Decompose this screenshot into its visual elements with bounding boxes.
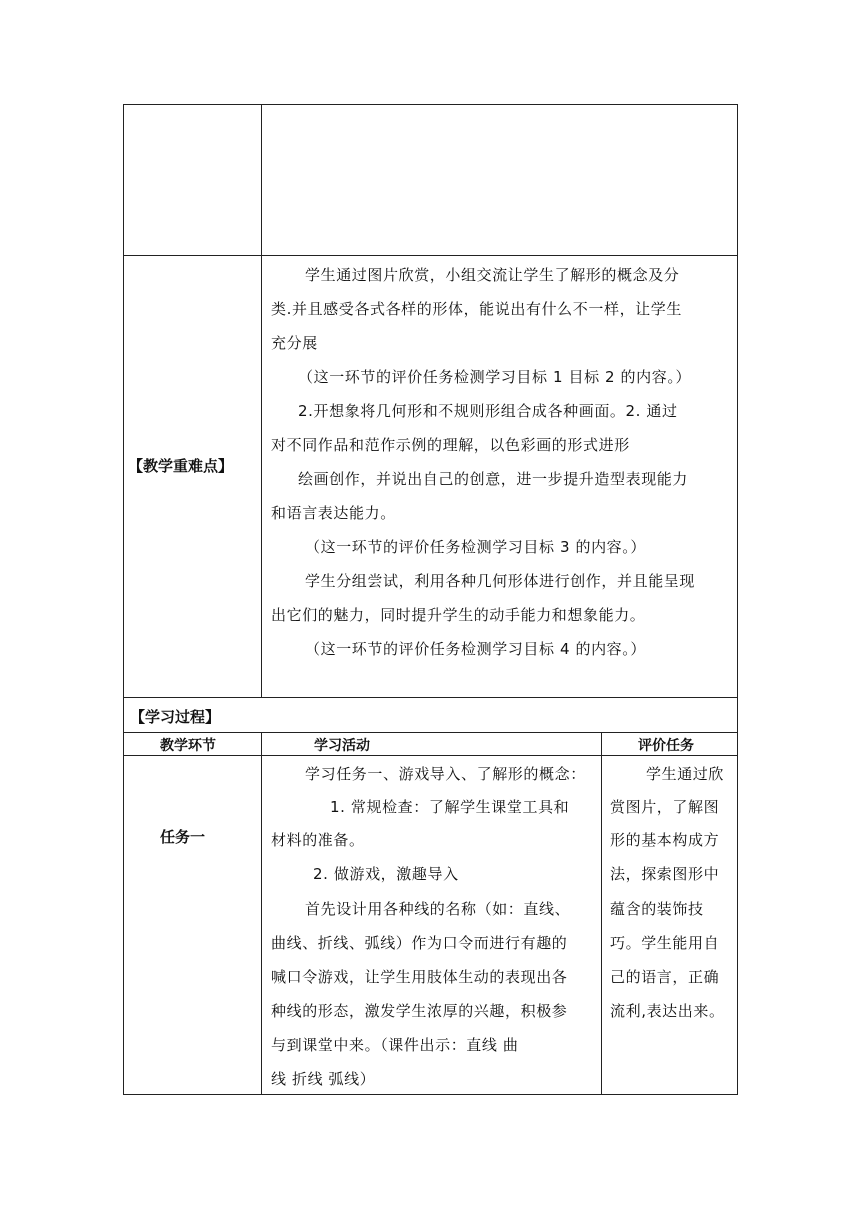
- activity-line: 1. 常规检查：了解学生课堂工具和: [330, 798, 570, 816]
- evaluation-line: 己的语言，正确: [610, 968, 720, 986]
- focus-line: 对不同作品和范作示例的理解，以色彩画的形式进形: [271, 436, 630, 454]
- activity-line: 线 折线 弧线）: [271, 1070, 376, 1088]
- focus-line: （这一环节的评价任务检测学习目标 1 目标 2 的内容。）: [298, 368, 692, 386]
- evaluation-line: 巧。学生能用自: [610, 934, 720, 952]
- evaluation-line: 流利,表达出来。: [610, 1002, 725, 1020]
- process-header-border-bottom: [123, 755, 738, 756]
- top-table-col-divider: [261, 104, 262, 698]
- teaching-focus-label: 【教学重难点】: [128, 457, 234, 475]
- activity-line: 2. 做游戏，激趣导入: [313, 865, 459, 883]
- evaluation-line: 蕴含的装饰技: [610, 900, 704, 918]
- evaluation-line: 法，探索图形中: [610, 865, 720, 883]
- process-border-left: [123, 697, 124, 1095]
- activity-line: 与到课堂中来。（课件出示：直线 曲: [271, 1036, 519, 1054]
- learning-process-title: 【学习过程】: [130, 708, 221, 726]
- focus-line: 出它们的魅力，同时提升学生的动手能力和想象能力。: [271, 606, 646, 624]
- top-table-row-divider: [123, 255, 738, 256]
- focus-line: 绘画创作，并说出自己的创意，进一步提升造型表现能力: [298, 470, 689, 488]
- top-table-border-top: [123, 104, 738, 105]
- process-border-right: [737, 697, 738, 1095]
- top-table-border-left: [123, 104, 124, 698]
- focus-line: 和语言表达能力。: [271, 504, 396, 522]
- focus-line: 学生通过图片欣赏，小组交流让学生了解形的概念及分: [305, 266, 680, 284]
- header-evaluation-task: 评价任务: [638, 738, 694, 754]
- process-table-border-bottom: [123, 1094, 738, 1095]
- evaluation-line: 形的基本构成方: [610, 831, 720, 849]
- evaluation-line: 学生通过欣: [646, 765, 725, 783]
- activity-line: 学习任务一、游戏导入、了解形的概念：: [305, 765, 586, 783]
- top-table-border-bottom: [123, 697, 738, 698]
- focus-line: （这一环节的评价任务检测学习目标 3 的内容。）: [305, 538, 646, 556]
- evaluation-line: 赏图片，了解图: [610, 798, 720, 816]
- focus-line: 学生分组尝试，利用各种几何形体进行创作，并且能呈现: [305, 572, 696, 590]
- activity-line: 种线的形态，激发学生浓厚的兴趣，积极参: [271, 1002, 568, 1020]
- top-table-border-right: [737, 104, 738, 698]
- focus-line: （这一环节的评价任务检测学习目标 4 的内容。）: [305, 640, 646, 658]
- focus-line: 充分展: [271, 334, 318, 352]
- header-learning-activity: 学习活动: [314, 738, 370, 754]
- focus-line: 2.开想象将几何形和不规则形组合成各种画面。2. 通过: [298, 402, 678, 420]
- activity-line: 材料的准备。: [271, 831, 365, 849]
- header-teaching-stage: 教学环节: [160, 738, 216, 754]
- focus-line: 类.并且感受各式各样的形体，能说出有什么不一样，让学生: [271, 300, 682, 318]
- process-col-divider-2: [601, 732, 602, 1095]
- process-title-border-bottom: [123, 732, 738, 733]
- activity-line: 首先设计用各种线的名称（如：直线、: [305, 900, 571, 918]
- activity-line: 喊口令游戏，让学生用肢体生动的表现出各: [271, 968, 568, 986]
- process-col-divider-1: [261, 732, 262, 1095]
- activity-line: 曲线、折线、弧线）作为口令而进行有趣的: [271, 934, 568, 952]
- stage-task-one: 任务一: [160, 828, 206, 846]
